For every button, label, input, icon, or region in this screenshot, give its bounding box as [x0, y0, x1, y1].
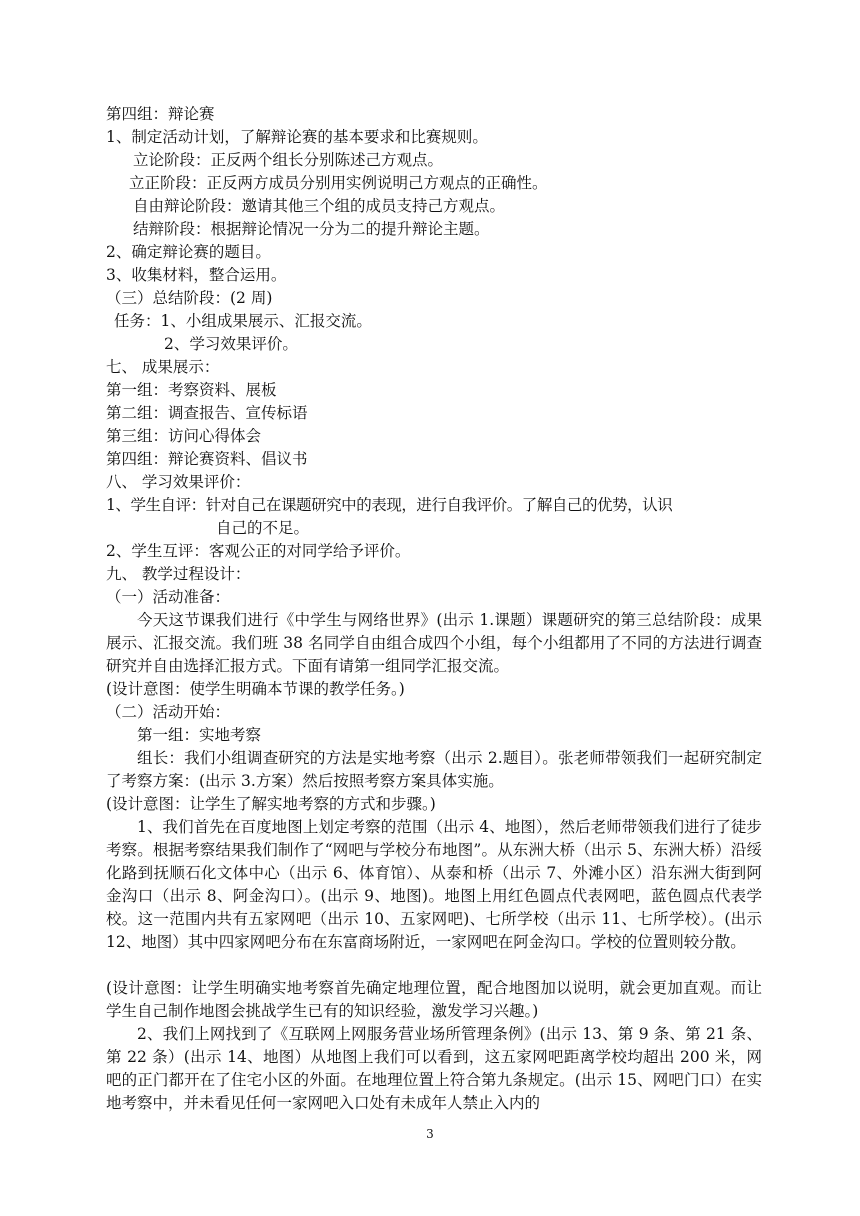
design-intent-3: (设计意图：让学生明确实地考察首先确定地理位置，配合地图加以说明，就会更加直观。而让学生自己制作地图会挑战学生已有的知识经验，激发学习兴趣。)	[106, 979, 762, 1020]
heading-section-9: 九、 教学过程设计：	[106, 565, 251, 583]
paragraph-preparation: 今天这节课我们进行《中学生与网络世界》(出示 1.课题）课题研究的第三总结阶段：成果展示、汇报交流。我们班 38 名同学自由组合成四个小组，每个小组都用了不同的方法进行调查研究并自由选择汇报方式。下面有请第一组同学汇报交流。	[106, 611, 762, 675]
self-evaluation-cont: 自己的不足。	[216, 519, 310, 537]
paragraph-map-survey: 1、我们首先在百度地图上划定考察的范围（出示 4、地图），然后老师带领我们进行了徒步考察。根据考察结果我们制作了“网吧与学校分布地图”。从东洲大桥（出示 5、东洲大桥）沿绥化路到抚顺石化文体中心（出示 6、体育馆）、从泰和桥（出示 7、外滩小区）沿东洲大街到阿金沟口（出示 8、阿金沟口）。(出示 9、地图)。地图上用红色圆点代表网吧，蓝色圆点代表学校。这一范围内共有五家网吧（出示 10、五家网吧)、七所学校（出示 11、七所学校）。(出示 12、地图）其中四家网吧分布在东富商场附近，一家网吧在阿金沟口。学校的位置则较分散。	[106, 818, 762, 951]
stage-closing: 结辩阶段：根据辩论情况一分为二的提升辩论主题。	[133, 220, 490, 238]
page-number: 3	[426, 1127, 434, 1141]
result-group-3: 第三组：访问心得体会	[106, 427, 262, 445]
step-1-plan: 1、制定活动计划，了解辩论赛的基本要求和比赛规则。	[106, 128, 488, 146]
result-group-2: 第二组：调查报告、宣传标语	[106, 404, 308, 422]
heading-group4-debate: 第四组：辩论赛	[106, 105, 215, 123]
heading-activity-start: （二）活动开始：	[106, 703, 231, 721]
paragraph-regulations: 2、我们上网找到了《互联网上网服务营业场所管理条例》(出示 13、第 9 条、第 21 条、第 22 条）(出示 14、地图）从地图上我们可以看到，这五家网吧距离学校均超出 200 米，网吧的正门都开在了住宅小区的外面。在地理位置上符合第九条规定。(出示 15、网吧门口）在实地考察中，并未看见任何一家网吧入口处有未成年人禁止入内的	[106, 1025, 762, 1112]
step-2-topic: 2、确定辩论赛的题目。	[106, 243, 271, 261]
peer-evaluation: 2、学生互评：客观公正的对同学给予评价。	[106, 542, 411, 560]
paragraph-group-leader: 组长：我们小组调查研究的方法是实地考察（出示 2.题目）。张老师带领我们一起研究制定了考察方案：(出示 3.方案）然后按照考察方案具体实施。	[106, 749, 762, 790]
design-intent-2: (设计意图：让学生了解实地考察的方式和步骤。)	[106, 795, 436, 813]
result-group-4: 第四组：辩论赛资料、倡议书	[106, 450, 308, 468]
group-1-site-survey: 第一组：实地考察	[137, 726, 262, 744]
stage-argument: 立正阶段：正反两方成员分别用实例说明己方观点的正确性。	[129, 174, 548, 192]
self-evaluation: 1、学生自评：针对自己在课题研究中的表现，进行自我评价。了解自己的优势，认识	[106, 496, 673, 514]
stage-opening: 立论阶段：正反两个组长分别陈述己方观点。	[133, 151, 444, 169]
heading-section-7: 七、 成果展示：	[106, 358, 220, 376]
design-intent-1: (设计意图：使学生明确本节课的教学任务。)	[106, 680, 405, 698]
stage-free-debate: 自由辩论阶段：邀请其他三个组的成员支持己方观点。	[133, 197, 506, 215]
result-group-1: 第一组：考察资料、展板	[106, 381, 277, 399]
task-2: 2、学习效果评价。	[164, 335, 298, 353]
heading-section-8: 八、 学习效果评价：	[106, 473, 251, 491]
heading-preparation: （一）活动准备：	[106, 588, 231, 606]
task-1: 任务：1、小组成果展示、汇报交流。	[114, 312, 372, 330]
heading-summary-stage: （三）总结阶段：(2 周)	[106, 289, 273, 307]
step-3-materials: 3、收集材料，整合运用。	[106, 266, 287, 284]
